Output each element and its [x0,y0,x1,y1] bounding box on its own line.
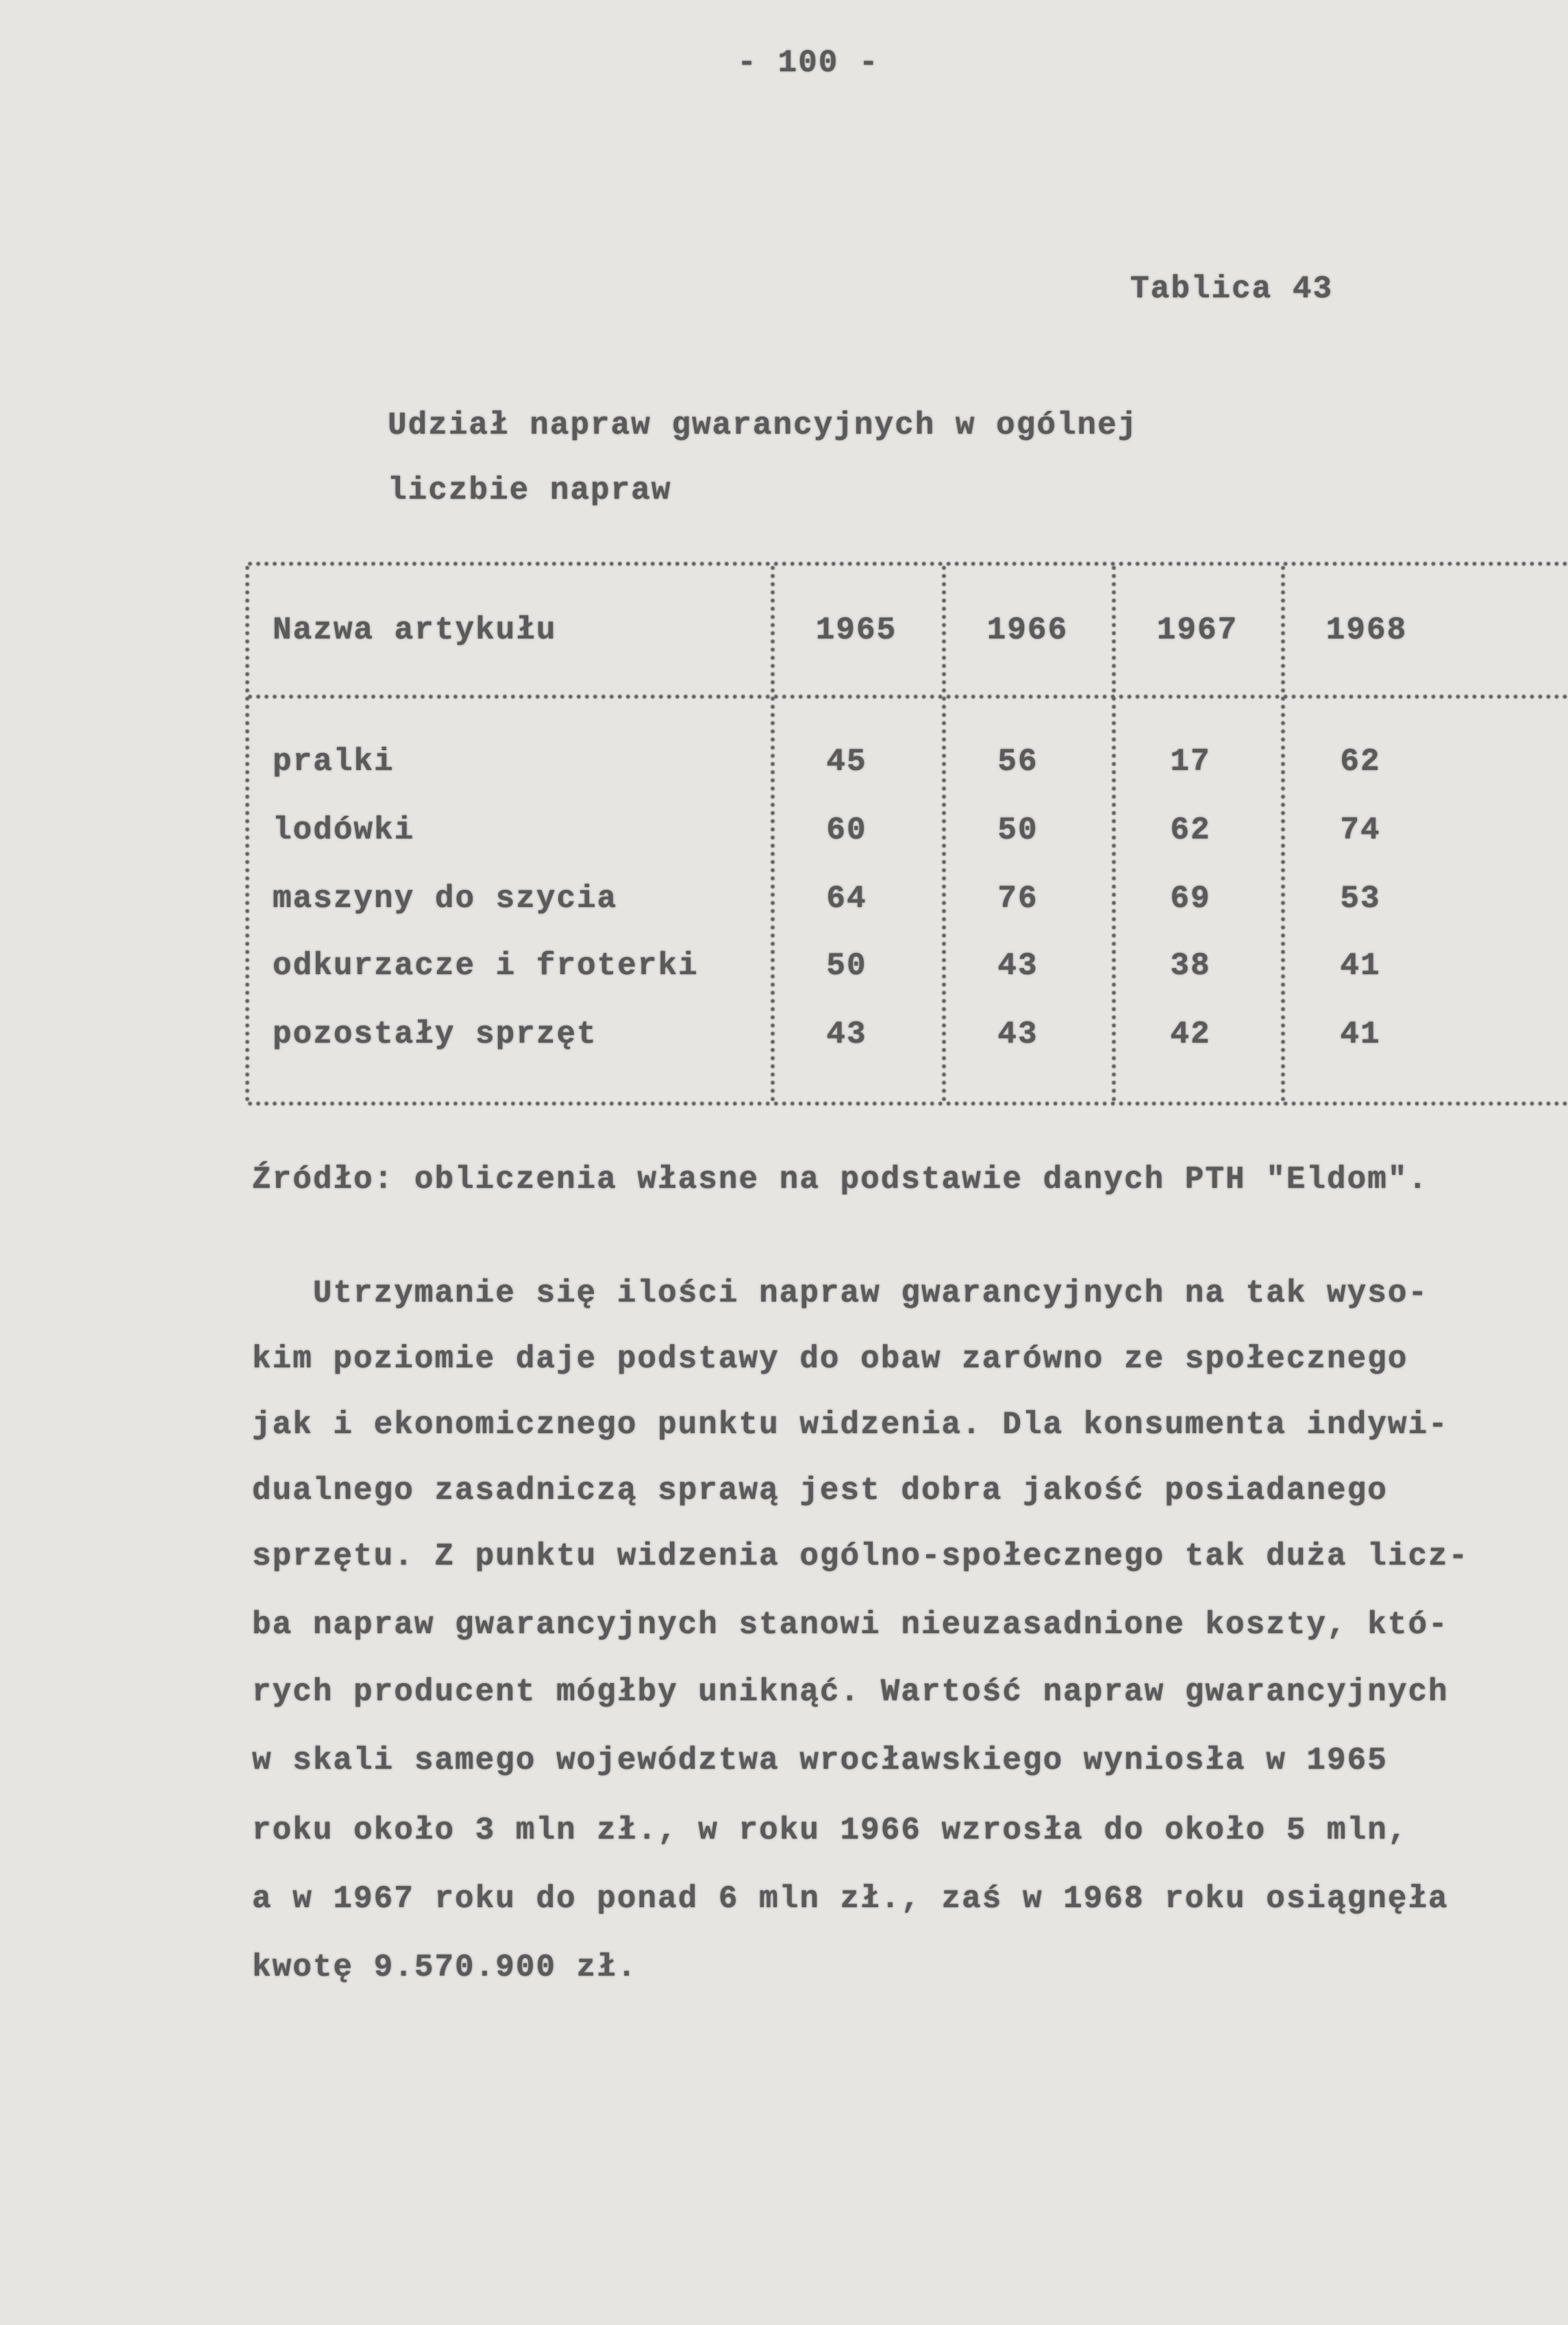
table-left-rule [245,566,249,1102]
paragraph-line: jak i ekonomicznego punktu widzenia. Dla konsumenta indywi- [252,1407,1449,1443]
table-header-rule [248,695,1568,699]
table-col-rule [1281,566,1285,1102]
table-title-line-2: liczbie napraw [388,473,672,508]
row-value: 42 [1170,1017,1211,1052]
paragraph-line: dualnego zasadniczą sprawą jest dobra jakość posiadanego [252,1473,1388,1508]
row-name: odkurzacze i froterki [273,948,699,984]
row-value: 43 [997,948,1038,984]
paragraph-line: ba napraw gwarancyjnych stanowi nieuzasadnione koszty, któ- [252,1607,1449,1643]
row-value: 76 [997,881,1038,917]
page-number: - 100 - [737,45,880,81]
row-value: 43 [826,1017,867,1052]
row-value: 50 [826,948,867,984]
paragraph-line: roku około 3 mln zł., w roku 1966 wzrosła do około 5 mln, [252,1813,1408,1848]
row-value: 69 [1170,881,1211,917]
row-value: 50 [997,812,1038,848]
row-value: 45 [826,744,867,780]
paragraph-line: kwotę 9.570.900 zł. [252,1950,638,1985]
table-col-rule [771,566,775,1102]
row-name: lodówki [273,812,415,848]
table-bottom-rule [248,1102,1568,1106]
row-name: maszyny do szycia [273,881,618,917]
header-year: 1968 [1326,612,1408,648]
row-value: 74 [1340,812,1381,848]
paragraph-line: w skali samego województwa wrocławskiego wyniosła w 1965 [252,1743,1388,1778]
row-value: 41 [1340,948,1381,984]
table-top-rule [248,562,1568,566]
table-col-rule [1112,566,1116,1102]
table-title-line-1: Udział napraw gwarancyjnych w ogólnej [388,408,1138,443]
row-name: pozostały sprzęt [273,1017,597,1052]
header-item-column: Nazwa artykułu [273,612,557,648]
header-year: 1966 [986,612,1069,648]
row-name: pralki [273,744,395,780]
row-value: 41 [1340,1017,1381,1052]
source-note: Źródło: obliczenia własne na podstawie danych PTH "Eldom". [252,1162,1429,1197]
row-value: 53 [1340,881,1381,917]
header-year: 1967 [1156,612,1239,648]
row-value: 43 [997,1017,1038,1052]
paragraph-line: sprzętu. Z punktu widzenia ogólno-społecznego tak duża licz- [252,1539,1469,1574]
row-value: 62 [1340,744,1381,780]
header-year: 1965 [815,612,897,648]
row-value: 38 [1170,948,1211,984]
table-label: Tablica 43 [1130,271,1334,307]
row-value: 64 [826,881,867,917]
paragraph-line: Utrzymanie się ilości napraw gwarancyjnych na tak wyso- [252,1276,1429,1311]
row-value: 56 [997,744,1038,780]
paragraph-line: a w 1967 roku do ponad 6 mln zł., zaś w 1968 roku osiągnęła [252,1881,1449,1917]
row-value: 60 [826,812,867,848]
row-value: 17 [1170,744,1211,780]
repairs-table [240,560,1568,1107]
row-value: 62 [1170,812,1211,848]
paragraph-line: kim poziomie daje podstawy do obaw zarówno ze społecznego [252,1341,1408,1377]
paragraph-line: rych producent mógłby uniknąć. Wartość napraw gwarancyjnych [252,1674,1449,1710]
table-col-rule [942,566,946,1102]
